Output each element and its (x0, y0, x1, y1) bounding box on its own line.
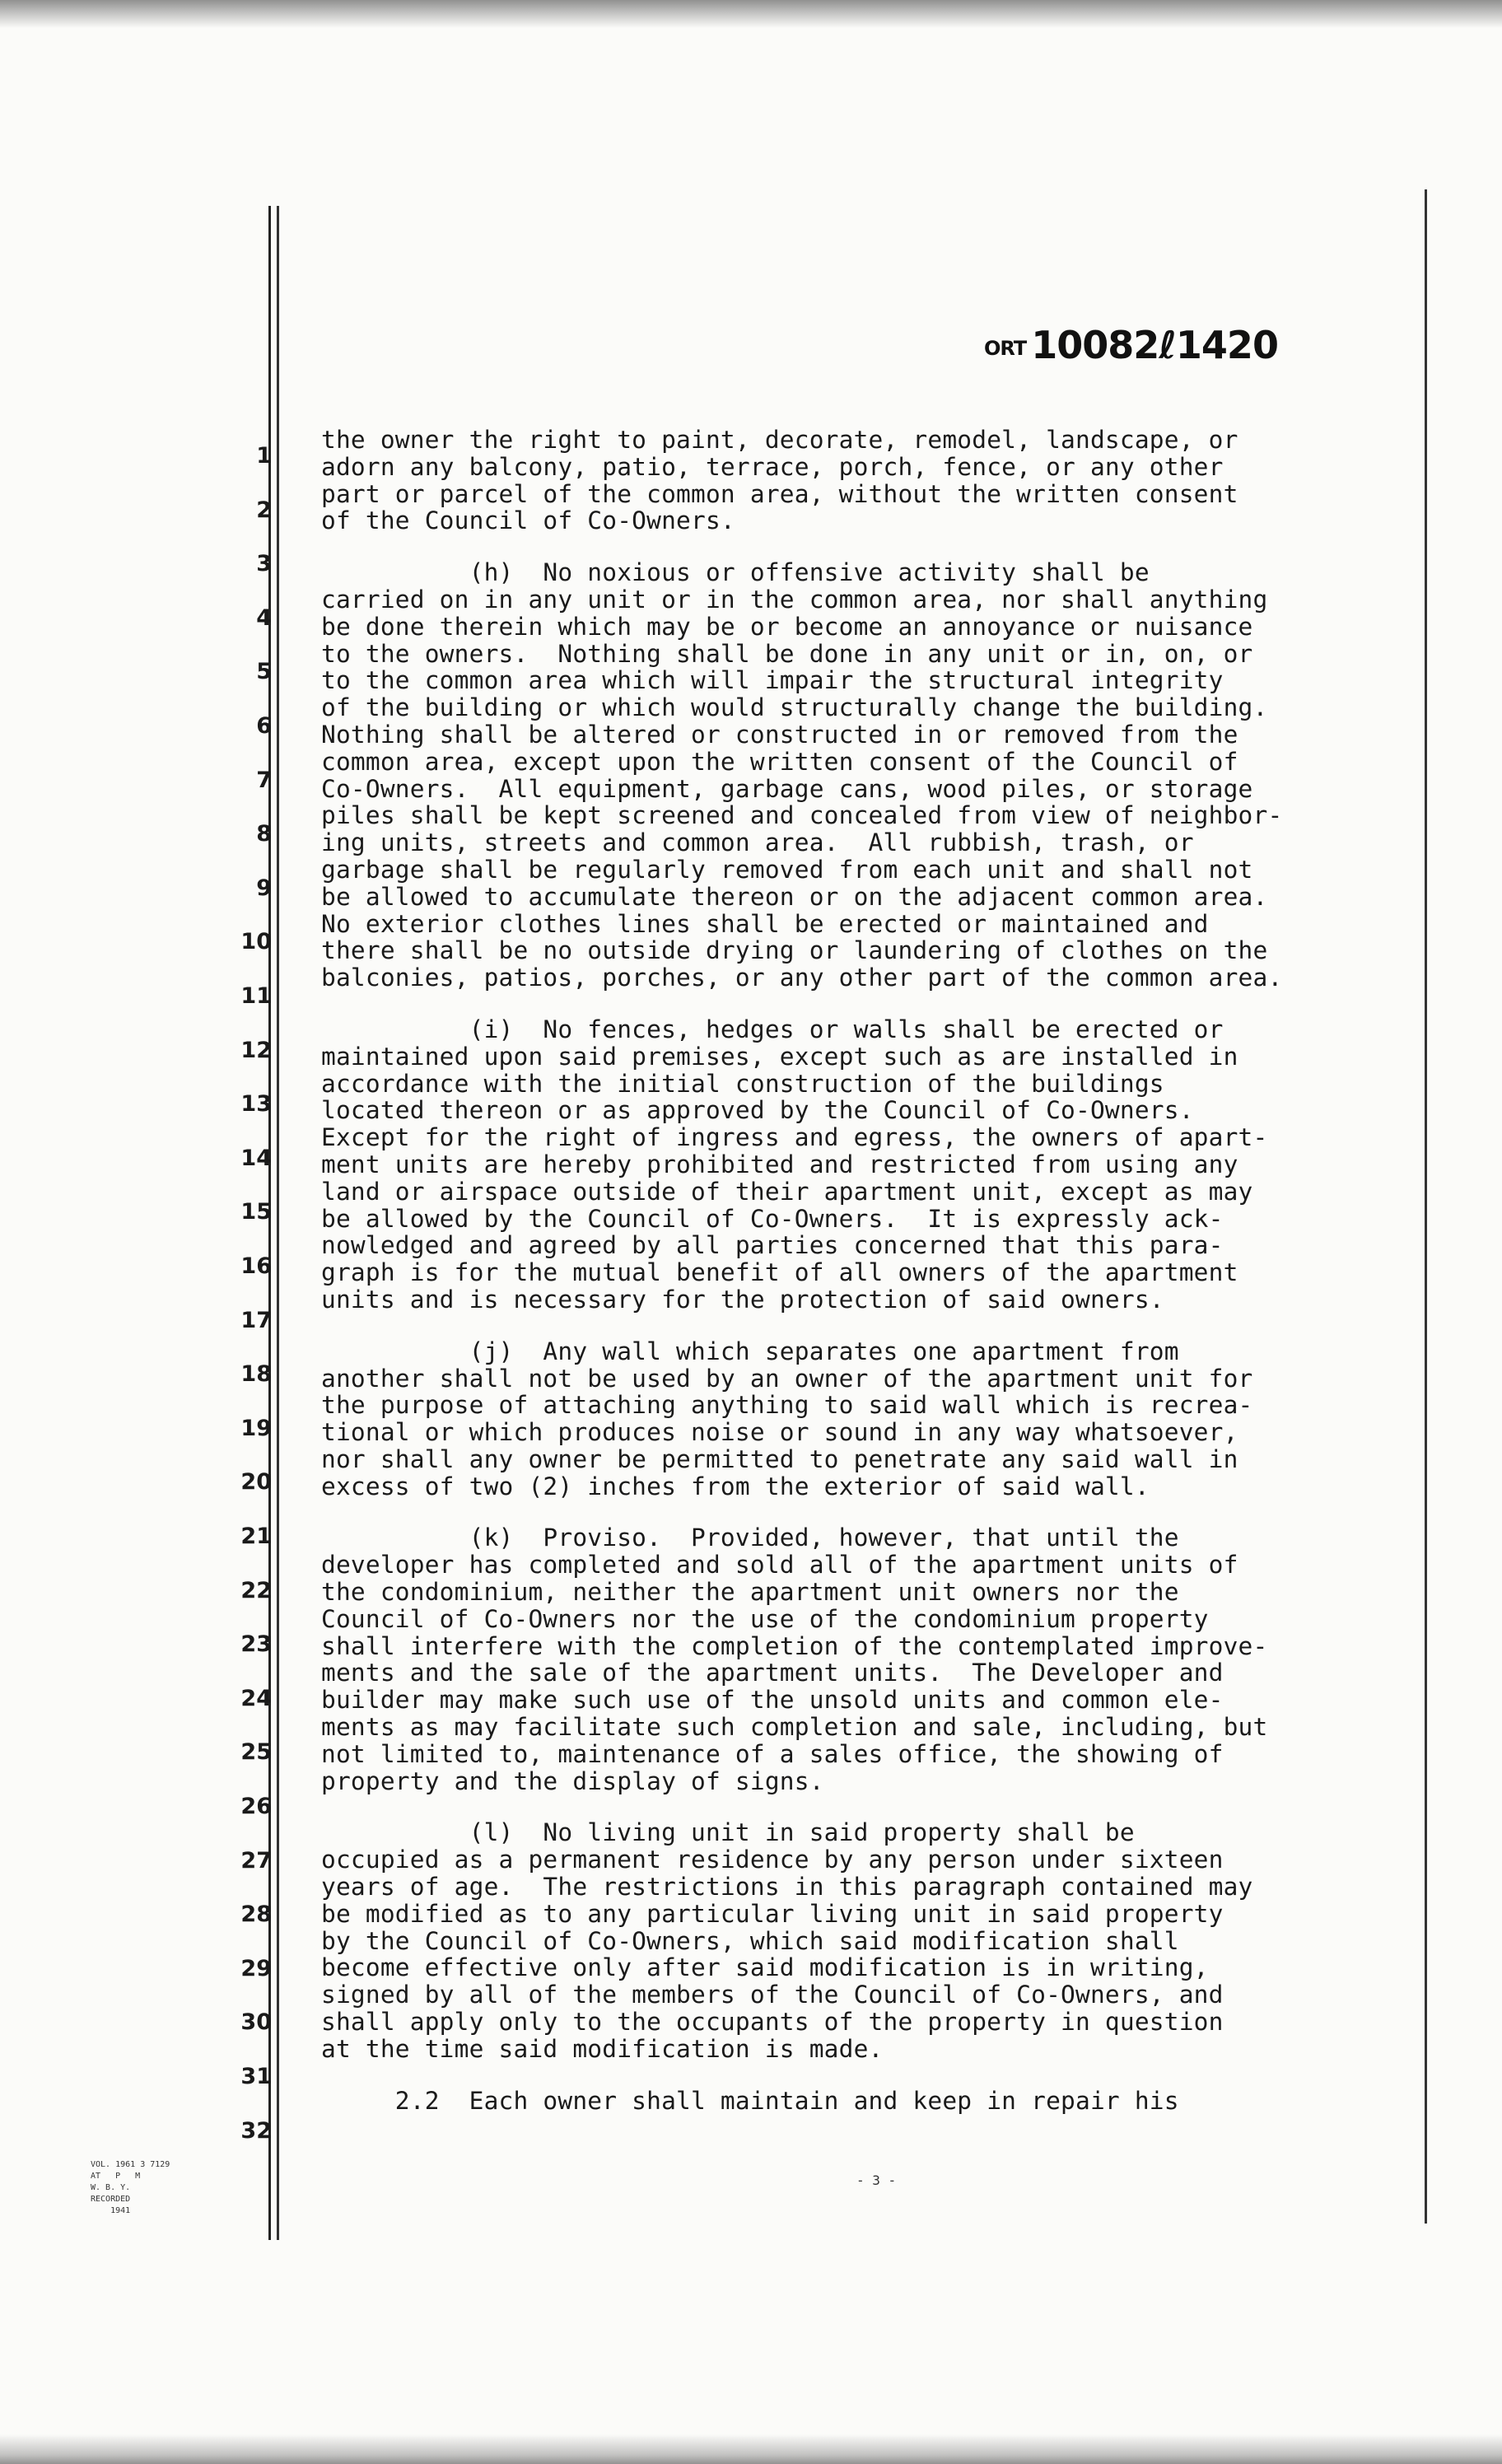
text-line: builder may make such use of the unsold units and common ele- (321, 1686, 1224, 1715)
text-line: units and is necessary for the protection of said owners. (321, 1285, 1164, 1314)
text-line: be allowed to accumulate thereon or on the adjacent common area. (321, 882, 1268, 911)
recording-note (91, 2159, 280, 2217)
text-line: adorn any balcony, patio, terrace, porch, fence, or any other (321, 452, 1224, 481)
recording-note-line: VOL. 1961 3 7129 (91, 2160, 170, 2169)
text-line: Council of Co-Owners nor the use of the condominium property (321, 1604, 1209, 1633)
paragraph-next (321, 2088, 1425, 2115)
text-line: Co-Owners. All equipment, garbage cans, wood piles, or storage (321, 774, 1253, 803)
line-number: 8 (256, 821, 272, 847)
text-line: not limited to, maintenance of a sales office, the showing of (321, 1739, 1224, 1768)
line-number: 32 (240, 2117, 272, 2144)
line-number: 23 (240, 1631, 272, 1658)
text-line: 2.2 Each owner shall maintain and keep in repair his (321, 2086, 1179, 2115)
text-line: to the common area which will impair the structural integrity (321, 666, 1224, 695)
left-margin-rule-inner (277, 206, 279, 2240)
line-number: 16 (240, 1253, 272, 1279)
right-margin-rule (1425, 189, 1427, 2224)
paragraph-h (321, 559, 1425, 992)
paragraph-gap (321, 992, 1425, 1016)
text-line: maintained upon said premises, except such as are installed in (321, 1042, 1238, 1071)
scan-edge-bottom (0, 2434, 1502, 2464)
paragraph-j (321, 1338, 1425, 1500)
text-line: accordance with the initial construction of the buildings (321, 1069, 1164, 1098)
text-line: land or airspace outside of their apartment unit, except as may (321, 1177, 1253, 1206)
line-number: 22 (240, 1577, 272, 1603)
text-line: at the time said modification is made. (321, 2034, 884, 2063)
line-number: 30 (240, 2009, 272, 2036)
text-line: (j) Any wall which separates one apartment from (321, 1337, 1179, 1365)
line-number: 28 (240, 1902, 272, 1928)
text-line: (k) Proviso. Provided, however, that until the (321, 1524, 1179, 1552)
line-number: 6 (256, 713, 272, 739)
line-number: 14 (240, 1145, 272, 1171)
text-line: garbage shall be regularly removed from each unit and shall not (321, 855, 1253, 884)
text-line: excess of two (2) inches from the exterior of said wall. (321, 1472, 1150, 1500)
scan-edge-top (0, 0, 1502, 28)
line-number: 19 (240, 1415, 272, 1441)
stamp-number: 10082ℓ1420 (1031, 323, 1278, 367)
line-number: 10 (240, 929, 272, 955)
text-line: of the Council of Co-Owners. (321, 506, 735, 535)
text-line: common area, except upon the written consent of the Council of (321, 747, 1238, 776)
line-number: 18 (240, 1361, 272, 1388)
text-line: balconies, patios, porches, or any other part of the common area. (321, 964, 1283, 992)
line-number: 29 (240, 1955, 272, 1981)
text-line: the condominium, neither the apartment unit owners nor the (321, 1578, 1179, 1607)
text-line: ing units, streets and common area. All rubbish, trash, or (321, 828, 1194, 857)
line-number: 9 (256, 875, 272, 901)
text-line: to the owners. Nothing shall be done in any unit or in, on, or (321, 639, 1253, 668)
paragraph-i (321, 1016, 1425, 1314)
text-line: nowledged and agreed by all parties concerned that this para- (321, 1231, 1224, 1260)
page-number: - 3 - (856, 2172, 897, 2188)
text-line: shall apply only to the occupants of the property in question (321, 2008, 1224, 2037)
line-number: 31 (240, 2064, 272, 2089)
line-number: 7 (256, 767, 272, 793)
text-line: ment units are hereby prohibited and restricted from using any (321, 1150, 1238, 1178)
text-line: Except for the right of ingress and egress, the owners of apart- (321, 1123, 1268, 1152)
paragraph-continuation (321, 427, 1425, 534)
text-line: (i) No fences, hedges or walls shall be erected or (321, 1015, 1224, 1043)
text-line: shall interfere with the completion of the contemplated improve- (321, 1631, 1268, 1660)
text-line: occupied as a permanent residence by any person under sixteen (321, 1846, 1224, 1874)
text-line: ments as may facilitate such completion and sale, including, but (321, 1713, 1268, 1742)
text-line: be done therein which may be or become an annoyance or nuisance (321, 612, 1253, 641)
paragraph-gap (321, 1794, 1425, 1819)
line-number: 15 (240, 1199, 272, 1225)
text-line: graph is for the mutual benefit of all owners of the apartment (321, 1258, 1238, 1287)
paragraph-gap (321, 1314, 1425, 1338)
text-line: property and the display of signs. (321, 1766, 824, 1795)
text-line: another shall not be used by an owner of the apartment unit for (321, 1364, 1253, 1393)
line-number: 24 (240, 1685, 272, 1711)
paragraph-gap (321, 1500, 1425, 1524)
paragraph-l (321, 1819, 1425, 2062)
line-number: 4 (256, 604, 272, 631)
line-number: 2 (256, 497, 272, 523)
text-line: (l) No living unit in said property shall be (321, 1818, 1135, 1847)
line-number: 17 (240, 1307, 272, 1333)
text-line: No exterior clothes lines shall be erected or maintained and (321, 909, 1209, 938)
recording-note-line: 1941 (91, 2206, 131, 2215)
text-line: be modified as to any particular living unit in said property (321, 1899, 1224, 1928)
text-line: of the building or which would structurally change the building. (321, 693, 1268, 722)
paragraph-k (321, 1524, 1425, 1794)
text-line: nor shall any owner be permitted to penetrate any said wall in (321, 1444, 1238, 1473)
text-line: (h) No noxious or offensive activity shall be (321, 558, 1150, 587)
text-line: carried on in any unit or in the common area, nor shall anything (321, 585, 1268, 614)
line-number: 5 (256, 659, 272, 685)
line-number: 12 (240, 1037, 272, 1063)
line-number: 13 (240, 1091, 272, 1118)
line-number: 27 (240, 1847, 272, 1874)
text-line: ments and the sale of the apartment units. The Developer and (321, 1659, 1224, 1687)
text-line: by the Council of Co-Owners, which said modification shall (321, 1926, 1179, 1955)
text-line: there shall be no outside drying or laundering of clothes on the (321, 936, 1268, 965)
line-number: 21 (240, 1524, 272, 1549)
book-page-stamp (984, 323, 1278, 367)
recording-note-line: RECORDED (91, 2195, 131, 2204)
paragraph-gap (321, 2063, 1425, 2088)
text-line: piles shall be kept screened and concealed from view of neighbor- (321, 801, 1283, 830)
text-line: developer has completed and sold all of the apartment units of (321, 1551, 1238, 1580)
stamp-prefix: ORT (984, 336, 1027, 360)
text-line: signed by all of the members of the Council of Co-Owners, and (321, 1981, 1224, 2009)
text-line: Nothing shall be altered or constructed in or removed from the (321, 720, 1238, 749)
text-line: the purpose of attaching anything to said wall which is recrea- (321, 1391, 1253, 1420)
recording-note-line: W. B. Y. (91, 2183, 131, 2192)
text-line: become effective only after said modification is in writing, (321, 1953, 1209, 1982)
document-body (321, 427, 1425, 2114)
text-line: be allowed by the Council of Co-Owners. It is expressly ack- (321, 1204, 1224, 1233)
recording-note-line: AT P M (91, 2172, 141, 2181)
line-number: 26 (240, 1794, 272, 1819)
text-line: located thereon or as approved by the Council of Co-Owners. (321, 1096, 1194, 1125)
line-number: 1 (256, 443, 272, 469)
line-number: 25 (240, 1739, 272, 1766)
text-line: the owner the right to paint, decorate, remodel, landscape, or (321, 426, 1238, 454)
line-number: 11 (240, 983, 272, 1009)
text-line: part or parcel of the common area, without the written consent (321, 479, 1238, 508)
paragraph-gap (321, 534, 1425, 559)
line-number: 20 (240, 1469, 272, 1496)
line-number: 3 (256, 551, 272, 577)
text-line: tional or which produces noise or sound in any way whatsoever, (321, 1418, 1238, 1447)
text-line: years of age. The restrictions in this paragraph contained may (321, 1873, 1253, 1902)
